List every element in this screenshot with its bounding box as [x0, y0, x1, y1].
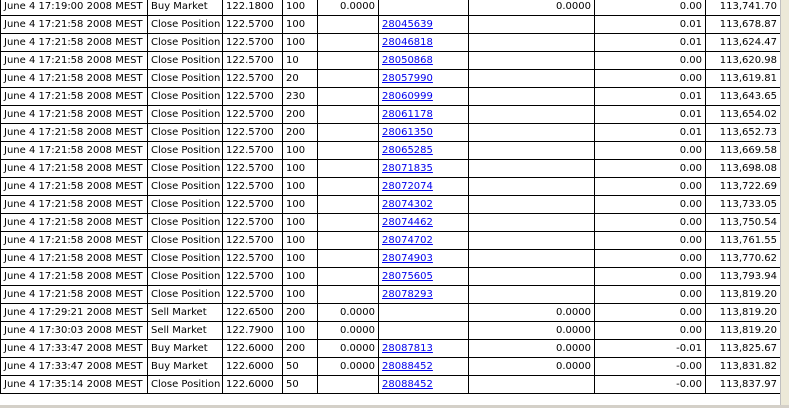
- cell-size: 50: [283, 358, 318, 376]
- cell-time: June 4 17:21:58 2008 MEST: [1, 52, 148, 70]
- cell-ticket: [379, 52, 469, 70]
- cell-balance: 113,819.20: [706, 304, 781, 322]
- cell-ticket: [379, 106, 469, 124]
- cell-stop-loss: [318, 16, 379, 34]
- cell-order-type: Close Position: [148, 34, 223, 52]
- cell-stop-loss: 0.0000: [318, 340, 379, 358]
- cell-ticket: [379, 160, 469, 178]
- cell-balance: 113,825.67: [706, 340, 781, 358]
- cell-profit: 0.00: [595, 0, 706, 16]
- cell-take-profit: [469, 16, 595, 34]
- cell-price: 122.5700: [223, 250, 283, 268]
- cell-profit: 0.00: [595, 178, 706, 196]
- cell-balance: 113,624.47: [706, 34, 781, 52]
- cell-time: June 4 17:21:58 2008 MEST: [1, 160, 148, 178]
- cell-balance: 113,793.94: [706, 268, 781, 286]
- cell-balance: 113,669.58: [706, 142, 781, 160]
- cell-take-profit: [469, 124, 595, 142]
- cell-order-type: Close Position: [148, 376, 223, 394]
- cell-take-profit: [469, 196, 595, 214]
- ticket-link[interactable]: 28050868: [382, 55, 433, 66]
- cell-size: 100: [283, 322, 318, 340]
- cell-size: 100: [283, 178, 318, 196]
- cell-balance: 113,643.65: [706, 88, 781, 106]
- cell-size: 20: [283, 70, 318, 88]
- table-row: [1, 214, 781, 232]
- cell-size: 100: [283, 196, 318, 214]
- ticket-link[interactable]: 28074462: [382, 217, 433, 228]
- ticket-link[interactable]: 28057990: [382, 73, 433, 84]
- ticket-link[interactable]: 28074702: [382, 235, 433, 246]
- cell-ticket: [379, 196, 469, 214]
- cell-order-type: Close Position: [148, 196, 223, 214]
- cell-balance: 113,741.70: [706, 0, 781, 16]
- ticket-link[interactable]: 28061178: [382, 109, 433, 120]
- cell-price: 122.5700: [223, 88, 283, 106]
- ticket-link[interactable]: 28087813: [382, 343, 433, 354]
- cell-price: 122.7900: [223, 322, 283, 340]
- cell-price: 122.5700: [223, 232, 283, 250]
- cell-time: June 4 17:21:58 2008 MEST: [1, 268, 148, 286]
- cell-size: 100: [283, 16, 318, 34]
- cell-stop-loss: [318, 286, 379, 304]
- cell-size: 200: [283, 340, 318, 358]
- cell-balance: 113,831.82: [706, 358, 781, 376]
- cell-balance: 113,761.55: [706, 232, 781, 250]
- cell-stop-loss: [318, 34, 379, 52]
- cell-balance: 113,733.05: [706, 196, 781, 214]
- cell-stop-loss: [318, 124, 379, 142]
- table-row: [1, 340, 781, 358]
- cell-price: 122.1800: [223, 0, 283, 16]
- table-row: [1, 0, 781, 16]
- cell-price: 122.5700: [223, 106, 283, 124]
- table-row: [1, 304, 781, 322]
- cell-time: June 4 17:21:58 2008 MEST: [1, 178, 148, 196]
- cell-take-profit: 0.0000: [469, 322, 595, 340]
- cell-time: June 4 17:21:58 2008 MEST: [1, 124, 148, 142]
- cell-ticket: [379, 358, 469, 376]
- table-row: [1, 286, 781, 304]
- cell-size: 100: [283, 142, 318, 160]
- cell-price: 122.5700: [223, 178, 283, 196]
- cell-order-type: Buy Market: [148, 340, 223, 358]
- cell-balance: 113,722.69: [706, 178, 781, 196]
- cell-ticket: [379, 88, 469, 106]
- cell-price: 122.5700: [223, 34, 283, 52]
- cell-size: 10: [283, 52, 318, 70]
- cell-order-type: Close Position: [148, 232, 223, 250]
- ticket-link[interactable]: 28046818: [382, 37, 433, 48]
- cell-profit: 0.00: [595, 268, 706, 286]
- cell-price: 122.5700: [223, 16, 283, 34]
- cell-profit: 0.00: [595, 250, 706, 268]
- cell-take-profit: [469, 142, 595, 160]
- cell-stop-loss: [318, 106, 379, 124]
- cell-order-type: Close Position: [148, 142, 223, 160]
- cell-ticket: [379, 214, 469, 232]
- cell-time: June 4 17:21:58 2008 MEST: [1, 214, 148, 232]
- cell-order-type: Sell Market: [148, 304, 223, 322]
- ticket-link[interactable]: 28071835: [382, 163, 433, 174]
- cell-size: 100: [283, 286, 318, 304]
- cell-ticket: [379, 232, 469, 250]
- table-row: [1, 268, 781, 286]
- ticket-link[interactable]: 28065285: [382, 145, 433, 156]
- cell-price: 122.5700: [223, 268, 283, 286]
- ticket-link[interactable]: 28075605: [382, 271, 433, 282]
- cell-profit: 0.00: [595, 304, 706, 322]
- table-row: [1, 160, 781, 178]
- cell-order-type: Close Position: [148, 52, 223, 70]
- cell-ticket: [379, 304, 469, 322]
- cell-take-profit: [469, 70, 595, 88]
- cell-order-type: Close Position: [148, 124, 223, 142]
- cell-time: June 4 17:21:58 2008 MEST: [1, 70, 148, 88]
- cell-price: 122.5700: [223, 142, 283, 160]
- table-row: [1, 376, 781, 394]
- ticket-link[interactable]: 28074903: [382, 253, 433, 264]
- cell-time: June 4 17:21:58 2008 MEST: [1, 286, 148, 304]
- cell-stop-loss: [318, 142, 379, 160]
- cell-balance: 113,619.81: [706, 70, 781, 88]
- cell-profit: 0.00: [595, 232, 706, 250]
- cell-take-profit: [469, 178, 595, 196]
- cell-profit: 0.00: [595, 214, 706, 232]
- cell-price: 122.6500: [223, 304, 283, 322]
- cell-profit: -0.00: [595, 376, 706, 394]
- cell-take-profit: [469, 214, 595, 232]
- cell-balance: 113,698.08: [706, 160, 781, 178]
- ticket-link[interactable]: 28088452: [382, 361, 433, 372]
- cell-stop-loss: [318, 178, 379, 196]
- cell-order-type: Close Position: [148, 70, 223, 88]
- cell-take-profit: [469, 250, 595, 268]
- cell-price: 122.5700: [223, 70, 283, 88]
- cell-price: 122.5700: [223, 124, 283, 142]
- table-row: [1, 142, 781, 160]
- cell-stop-loss: [318, 160, 379, 178]
- cell-price: 122.5700: [223, 196, 283, 214]
- cell-price: 122.5700: [223, 286, 283, 304]
- ticket-link[interactable]: 28045639: [382, 19, 433, 30]
- cell-take-profit: [469, 376, 595, 394]
- cell-profit: 0.00: [595, 322, 706, 340]
- table-row: [1, 322, 781, 340]
- cell-size: 50: [283, 376, 318, 394]
- table-row: [1, 196, 781, 214]
- cell-ticket: [379, 124, 469, 142]
- cell-time: June 4 17:21:58 2008 MEST: [1, 250, 148, 268]
- cell-profit: 0.01: [595, 16, 706, 34]
- cell-size: 100: [283, 250, 318, 268]
- cell-size: 100: [283, 34, 318, 52]
- cell-stop-loss: [318, 52, 379, 70]
- cell-size: 200: [283, 106, 318, 124]
- cell-time: June 4 17:21:58 2008 MEST: [1, 16, 148, 34]
- cell-size: 100: [283, 160, 318, 178]
- cell-order-type: Sell Market: [148, 322, 223, 340]
- cell-ticket: [379, 376, 469, 394]
- cell-stop-loss: [318, 376, 379, 394]
- cell-order-type: Close Position: [148, 286, 223, 304]
- cell-order-type: Buy Market: [148, 358, 223, 376]
- table-row: [1, 34, 781, 52]
- cell-ticket: [379, 286, 469, 304]
- cell-stop-loss: [318, 196, 379, 214]
- cell-order-type: Buy Market: [148, 0, 223, 16]
- cell-order-type: Close Position: [148, 16, 223, 34]
- cell-take-profit: 0.0000: [469, 358, 595, 376]
- cell-order-type: Close Position: [148, 178, 223, 196]
- cell-ticket: [379, 340, 469, 358]
- cell-profit: 0.01: [595, 34, 706, 52]
- cell-order-type: Close Position: [148, 106, 223, 124]
- cell-stop-loss: 0.0000: [318, 304, 379, 322]
- cell-ticket: [379, 142, 469, 160]
- cell-profit: 0.00: [595, 70, 706, 88]
- cell-profit: 0.00: [595, 160, 706, 178]
- cell-order-type: Close Position: [148, 268, 223, 286]
- cell-balance: 113,654.02: [706, 106, 781, 124]
- cell-stop-loss: [318, 232, 379, 250]
- cell-time: June 4 17:21:58 2008 MEST: [1, 34, 148, 52]
- cell-time: June 4 17:35:14 2008 MEST: [1, 376, 148, 394]
- cell-balance: 113,837.97: [706, 376, 781, 394]
- table-row: [1, 16, 781, 34]
- cell-take-profit: [469, 268, 595, 286]
- table-row: [1, 232, 781, 250]
- cell-balance: 113,652.73: [706, 124, 781, 142]
- cell-time: June 4 17:21:58 2008 MEST: [1, 88, 148, 106]
- cell-ticket: [379, 70, 469, 88]
- cell-price: 122.6000: [223, 358, 283, 376]
- cell-take-profit: [469, 88, 595, 106]
- cell-ticket: [379, 178, 469, 196]
- ticket-link[interactable]: 28074302: [382, 199, 433, 210]
- table-row: [1, 358, 781, 376]
- table-row: [1, 88, 781, 106]
- cell-size: 200: [283, 124, 318, 142]
- cell-size: 100: [283, 268, 318, 286]
- cell-price: 122.5700: [223, 160, 283, 178]
- table-row: [1, 250, 781, 268]
- cell-stop-loss: [318, 250, 379, 268]
- cell-size: 100: [283, 0, 318, 16]
- cell-ticket: [379, 250, 469, 268]
- cell-order-type: Close Position: [148, 250, 223, 268]
- cell-stop-loss: [318, 70, 379, 88]
- cell-stop-loss: [318, 88, 379, 106]
- ticket-link[interactable]: 28072074: [382, 181, 433, 192]
- cell-profit: -0.01: [595, 340, 706, 358]
- cell-ticket: [379, 34, 469, 52]
- cell-take-profit: [469, 106, 595, 124]
- cell-order-type: Close Position: [148, 88, 223, 106]
- cell-balance: 113,770.62: [706, 250, 781, 268]
- cell-stop-loss: 0.0000: [318, 358, 379, 376]
- cell-ticket: [379, 322, 469, 340]
- cell-profit: 0.01: [595, 106, 706, 124]
- cell-balance: 113,819.20: [706, 322, 781, 340]
- cell-balance: 113,750.54: [706, 214, 781, 232]
- cell-profit: 0.00: [595, 142, 706, 160]
- cell-profit: -0.00: [595, 358, 706, 376]
- cell-balance: 113,620.98: [706, 52, 781, 70]
- cell-time: June 4 17:21:58 2008 MEST: [1, 142, 148, 160]
- cell-size: 100: [283, 232, 318, 250]
- cell-price: 122.6000: [223, 340, 283, 358]
- cell-take-profit: 0.0000: [469, 340, 595, 358]
- cell-take-profit: [469, 52, 595, 70]
- cell-order-type: Close Position: [148, 214, 223, 232]
- cell-time: June 4 17:19:00 2008 MEST: [1, 0, 148, 16]
- cell-take-profit: [469, 34, 595, 52]
- cell-size: 100: [283, 214, 318, 232]
- table-row: [1, 178, 781, 196]
- cell-time: June 4 17:21:58 2008 MEST: [1, 232, 148, 250]
- cell-balance: 113,819.20: [706, 286, 781, 304]
- cell-profit: 0.00: [595, 52, 706, 70]
- table-row: [1, 106, 781, 124]
- cell-stop-loss: 0.0000: [318, 0, 379, 16]
- ticket-link[interactable]: 28060999: [382, 91, 433, 102]
- cell-time: June 4 17:33:47 2008 MEST: [1, 358, 148, 376]
- cell-order-type: Close Position: [148, 160, 223, 178]
- ticket-link[interactable]: 28078293: [382, 289, 433, 300]
- cell-stop-loss: [318, 268, 379, 286]
- ticket-link[interactable]: 28061350: [382, 127, 433, 138]
- ticket-link[interactable]: 28088452: [382, 379, 433, 390]
- cell-time: June 4 17:33:47 2008 MEST: [1, 340, 148, 358]
- cell-price: 122.6000: [223, 376, 283, 394]
- cell-size: 200: [283, 304, 318, 322]
- cell-take-profit: 0.0000: [469, 0, 595, 16]
- cell-time: June 4 17:21:58 2008 MEST: [1, 196, 148, 214]
- cell-ticket: [379, 16, 469, 34]
- cell-price: 122.5700: [223, 52, 283, 70]
- cell-time: June 4 17:30:03 2008 MEST: [1, 322, 148, 340]
- cell-ticket: [379, 0, 469, 16]
- table-row: [1, 124, 781, 142]
- cell-profit: 0.00: [595, 196, 706, 214]
- cell-take-profit: [469, 160, 595, 178]
- cell-take-profit: [469, 232, 595, 250]
- cell-size: 230: [283, 88, 318, 106]
- cell-stop-loss: [318, 214, 379, 232]
- table-row: [1, 52, 781, 70]
- cell-ticket: [379, 268, 469, 286]
- cell-price: 122.5700: [223, 214, 283, 232]
- cell-profit: 0.01: [595, 88, 706, 106]
- cell-time: June 4 17:29:21 2008 MEST: [1, 304, 148, 322]
- cell-take-profit: [469, 286, 595, 304]
- vertical-scrollbar[interactable]: [780, 0, 789, 408]
- cell-stop-loss: 0.0000: [318, 322, 379, 340]
- cell-profit: 0.00: [595, 286, 706, 304]
- cell-balance: 113,678.87: [706, 16, 781, 34]
- cell-take-profit: 0.0000: [469, 304, 595, 322]
- table-row: [1, 70, 781, 88]
- cell-profit: 0.01: [595, 124, 706, 142]
- trade-history-body: [1, 0, 781, 394]
- cell-time: June 4 17:21:58 2008 MEST: [1, 106, 148, 124]
